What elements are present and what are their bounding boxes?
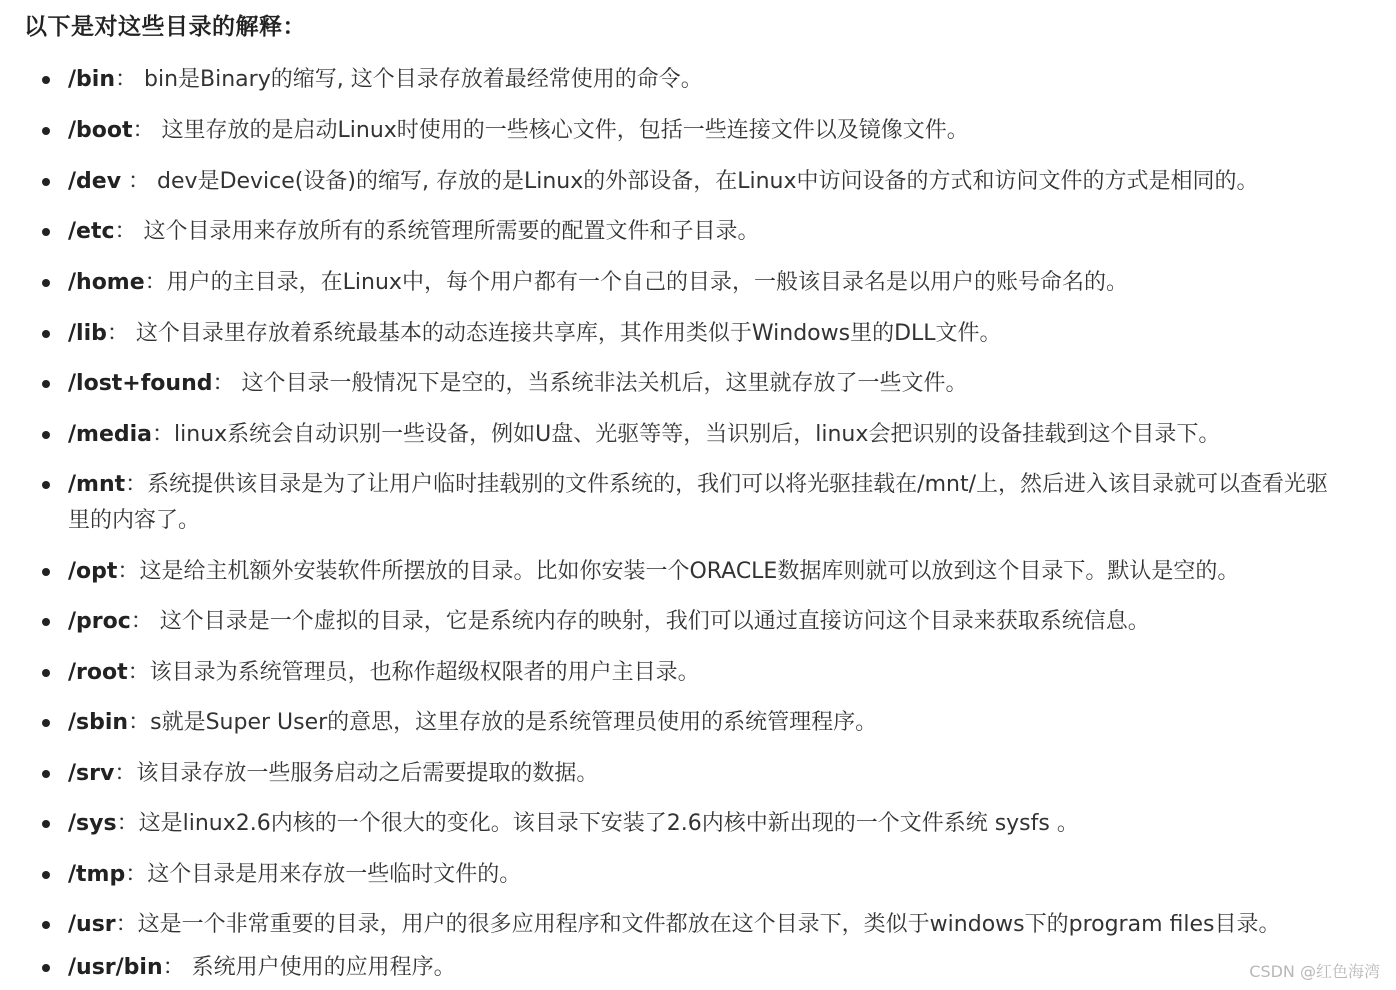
list-item-content [68, 265, 1342, 301]
list-item [42, 417, 1342, 453]
list-item-content [68, 62, 1342, 98]
directory-path: /srv [68, 761, 115, 786]
list-item [42, 214, 1342, 250]
list-item [42, 113, 1342, 149]
bullet-icon [42, 618, 50, 626]
directory-path: /sys [68, 811, 117, 836]
list-item [42, 604, 1342, 640]
list-item-content [68, 655, 1342, 691]
bullet-icon [42, 76, 50, 84]
list-item-content [68, 164, 1342, 200]
list-item-content [68, 756, 1342, 792]
list-item-content [68, 907, 1342, 943]
list-item-content [68, 366, 1342, 402]
directory-description: 这是一个非常重要的目录，用户的很多应用程序和文件都放在这个目录下，类似于windows下的program files目录。 [137, 912, 1281, 937]
directory-description: 该目录存放一些服务启动之后需要提取的数据。 [136, 761, 599, 786]
directory-description: bin是Binary的缩写, 这个目录存放着最经常使用的命令。 [144, 67, 703, 92]
directory-description: 这是linux2.6内核的一个很大的变化。该目录下安装了2.6内核中新出现的一个文件系统 sysfs 。 [138, 811, 1079, 836]
directory-description: 该目录为系统管理员，也称作超级权限者的用户主目录。 [149, 660, 700, 685]
watermark: CSDN @红色海湾 [1249, 962, 1380, 981]
directory-path: /opt [68, 559, 118, 584]
list-item [42, 366, 1342, 402]
separator: ： [115, 67, 144, 92]
directory-description: 这个目录用来存放所有的系统管理所需要的配置文件和子目录。 [143, 219, 760, 244]
bullet-icon [42, 127, 50, 135]
list-item [42, 467, 1342, 539]
separator: ： [121, 169, 158, 194]
bullet-icon [42, 568, 50, 576]
directory-description: 这个目录是用来存放一些临时文件的。 [147, 862, 522, 887]
directory-description: linux系统会自动识别一些设备，例如U盘、光驱等等，当识别后，linux会把识别的设备挂载到这个目录下。 [174, 422, 1221, 447]
separator: ： [132, 118, 162, 143]
bullet-icon [42, 481, 50, 489]
directory-path: /tmp [68, 862, 126, 887]
separator: ： [212, 371, 242, 396]
list-item-content [68, 113, 1342, 149]
directory-path: /usr/bin [68, 955, 163, 980]
bullet-icon [42, 279, 50, 287]
section-heading: 以下是对这些目录的解释： [24, 14, 306, 40]
directory-path: /lost+found [68, 371, 213, 396]
list-item-content [68, 467, 1342, 539]
directory-description: s就是Super User的意思，这里存放的是系统管理员使用的系统管理程序。 [150, 710, 878, 735]
separator: ： [130, 609, 160, 634]
list-item-content [68, 554, 1342, 590]
separator: ： [115, 912, 138, 937]
directory-path: /mnt [68, 472, 126, 497]
bullet-icon [42, 719, 50, 727]
directory-description: 这个目录是一个虚拟的目录，它是系统内存的映射，我们可以通过直接访问这个目录来获取系统信息。 [159, 609, 1150, 634]
directory-description: 用户的主目录，在Linux中，每个用户都有一个自己的目录，一般该目录名是以用户的账号命名的。 [166, 270, 1128, 295]
separator: ： [117, 559, 140, 584]
list-item-content [68, 705, 1342, 741]
separator: ： [106, 321, 136, 346]
separator: ： [125, 862, 148, 887]
directory-description: 这里存放的是启动Linux时使用的一些核心文件，包括一些连接文件以及镜像文件。 [161, 118, 969, 143]
directory-description: 系统提供该目录是为了让用户临时挂载别的文件系统的，我们可以将光驱挂载在/mnt/上，然后进入该目录就可以查看光驱里的内容了。 [68, 472, 1328, 533]
directory-description: 这个目录里存放着系统最基本的动态连接共享库，其作用类似于Windows里的DLL文件。 [135, 321, 1002, 346]
bullet-icon [42, 228, 50, 236]
list-item-content [68, 417, 1342, 453]
list-item [42, 655, 1342, 691]
directory-path: /dev [68, 169, 122, 194]
directory-path: /sbin [68, 710, 129, 735]
directory-description: 这个目录一般情况下是空的，当系统非法关机后，这里就存放了一些文件。 [241, 371, 968, 396]
bullet-icon [42, 871, 50, 879]
list-item [42, 705, 1342, 741]
separator: ： [128, 710, 151, 735]
directory-path: /home [68, 270, 145, 295]
directory-path: /etc [68, 219, 115, 244]
separator: ： [116, 811, 139, 836]
list-item [42, 756, 1342, 792]
directory-path: /media [68, 422, 153, 447]
separator: ： [114, 761, 137, 786]
bullet-icon [42, 964, 50, 972]
bullet-icon [42, 330, 50, 338]
list-item [42, 806, 1342, 842]
list-item-content [68, 950, 1342, 986]
bullet-icon [42, 921, 50, 929]
bullet-icon [42, 178, 50, 186]
directory-path: /boot [68, 118, 133, 143]
list-item-content [68, 214, 1342, 250]
list-item [42, 62, 1342, 98]
directory-path: /bin [68, 67, 115, 92]
list-item-content [68, 806, 1342, 842]
directory-path: /root [68, 660, 128, 685]
bullet-icon [42, 770, 50, 778]
list-item [42, 950, 1342, 986]
directory-path: /proc [68, 609, 131, 634]
list-item [42, 164, 1342, 200]
directory-path: /usr [68, 912, 116, 937]
list-item [42, 554, 1342, 590]
list-item [42, 265, 1342, 301]
separator: ： [144, 270, 167, 295]
list-item [42, 907, 1342, 943]
list-item-content [68, 604, 1342, 640]
bullet-icon [42, 820, 50, 828]
separator: ： [127, 660, 150, 685]
separator: ： [152, 422, 175, 447]
bullet-icon [42, 669, 50, 677]
list-item-content [68, 857, 1342, 893]
directory-description: 这是给主机额外安装软件所摆放的目录。比如你安装一个ORACLE数据库则就可以放到这个目录下。默认是空的。 [139, 559, 1240, 584]
list-item [42, 857, 1342, 893]
separator: ： [114, 219, 144, 244]
list-item-content [68, 316, 1342, 352]
directory-description: 系统用户使用的应用程序。 [191, 955, 456, 980]
bullet-icon [42, 380, 50, 388]
directory-description: dev是Device(设备)的缩写, 存放的是Linux的外部设备，在Linux中访问设备的方式和访问文件的方式是相同的。 [157, 169, 1259, 194]
bullet-icon [42, 431, 50, 439]
separator: ： [125, 472, 148, 497]
list-item [42, 316, 1342, 352]
directory-path: /lib [68, 321, 107, 346]
separator: ： [162, 955, 192, 980]
